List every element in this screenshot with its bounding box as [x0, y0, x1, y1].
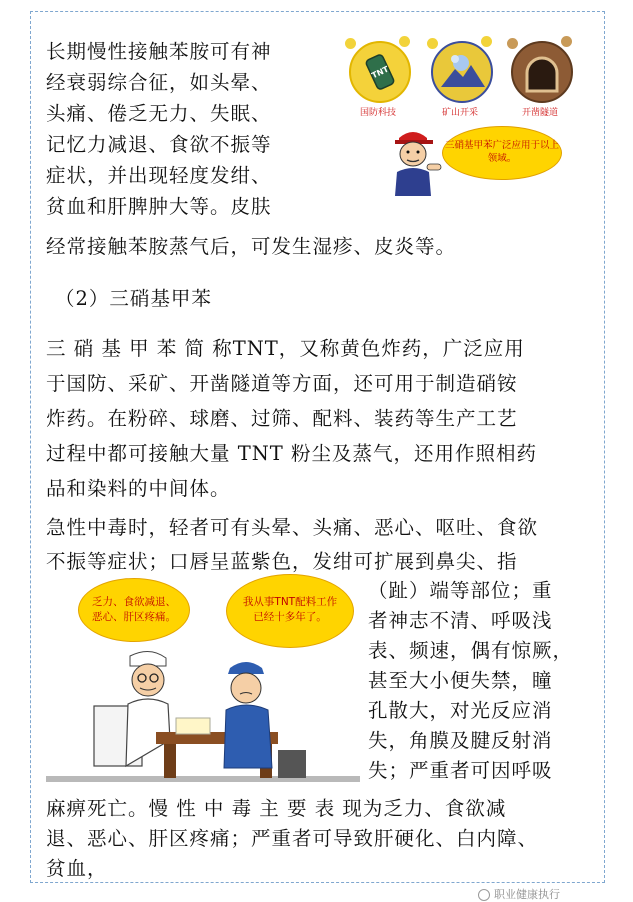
text-line: 急性中毒时，轻者可有头晕、头痛、恶心、呕吐、食欲 — [46, 516, 539, 539]
consultation-scene-icon — [46, 648, 360, 788]
paragraph-tnt — [46, 331, 537, 506]
text-line: 不振等症状；口唇呈蓝紫色，发绀可扩展到鼻尖、指 — [46, 550, 518, 573]
bubble-text: 乏力、食欲减退、恶心、肝区疼痛。 — [92, 596, 176, 623]
badge-tunnel — [509, 38, 571, 124]
text-line: 过程中都可接触大量 TNT 粉尘及蒸气，还用作照相药 — [46, 442, 537, 465]
text-line: 失，角膜及腱反射消 — [368, 729, 553, 752]
doctor-patient-illustration — [46, 572, 360, 786]
text-line: 经衰弱综合征，如头晕、 — [46, 71, 272, 94]
worker-illustration — [387, 124, 573, 196]
text-line: 甚至大小便失禁，瞳 — [368, 669, 553, 692]
badge-label: 矿山开采 — [441, 108, 478, 118]
text-line: 孔散大，对光反应消 — [368, 699, 553, 722]
text-line: 头痛、倦乏无力、失眠、 — [46, 102, 272, 125]
bubble-text: 三硝基甲苯广泛应用于以上领域。 — [444, 140, 559, 164]
tnt-barrel-icon — [349, 41, 411, 103]
text-line: 品和染料的中间体。 — [46, 477, 231, 500]
text-line: 失；严重者可因呼吸 — [368, 759, 553, 782]
watermark — [478, 886, 560, 902]
text-line: 于国防、采矿、开凿隧道等方面，还可用于制造硝铵 — [46, 372, 518, 395]
text-line: 症状，并出现轻度发绀、 — [46, 164, 272, 187]
paragraph-acute-continued — [368, 576, 573, 786]
text-line: 三 硝 基 甲 苯 简 称TNT，又称黄色炸药，广泛应用 — [46, 337, 525, 360]
text-line: 麻痹死亡。慢 性 中 毒 主 要 表 现为乏力、食欲减 — [46, 797, 507, 820]
paragraph-chronic — [46, 794, 538, 884]
text-line: 经常接触苯胺蒸气后，可发生湿疹、皮炎等。 — [46, 235, 457, 258]
section-heading: （2）三硝基甲苯 — [55, 287, 212, 310]
text-line: 炸药。在粉碎、球磨、过筛、配料、装药等生产工艺 — [46, 407, 518, 430]
badge-mining — [429, 38, 491, 124]
watermark-text: 职业健康执行 — [494, 888, 560, 901]
badge-defense — [347, 38, 409, 124]
text-line: 记忆力减退、食欲不振等 — [46, 133, 272, 156]
badge-label: 开凿隧道 — [521, 108, 558, 118]
speech-bubble — [442, 126, 562, 180]
text-line: 长期慢性接触苯胺可有神 — [46, 40, 272, 63]
bubble-text: 我从事TNT配料工作已经十多年了。 — [242, 596, 338, 623]
text-line: 退、恶心、肝区疼痛；严重者可导致肝硬化、白内障、 — [46, 827, 539, 850]
svg-text:TNT: TNT — [370, 64, 391, 81]
tunnel-icon — [511, 41, 573, 103]
application-badges — [347, 38, 572, 124]
wechat-logo-icon — [478, 889, 490, 901]
text-line: 贫血， — [46, 857, 108, 880]
mine-blast-icon — [431, 41, 493, 103]
text-line: 表、频速，偶有惊厥， — [368, 639, 574, 662]
text-line: （趾）端等部位；重 — [368, 579, 553, 602]
doctor-speech-bubble — [78, 578, 190, 642]
paragraph-acute — [46, 511, 538, 579]
patient-speech-bubble — [226, 574, 354, 648]
text-line: 贫血和肝脾肿大等。皮肤 — [46, 195, 272, 218]
badge-label: 国防科技 — [359, 108, 396, 118]
text-line: 者神志不清、呼吸浅 — [368, 609, 553, 632]
